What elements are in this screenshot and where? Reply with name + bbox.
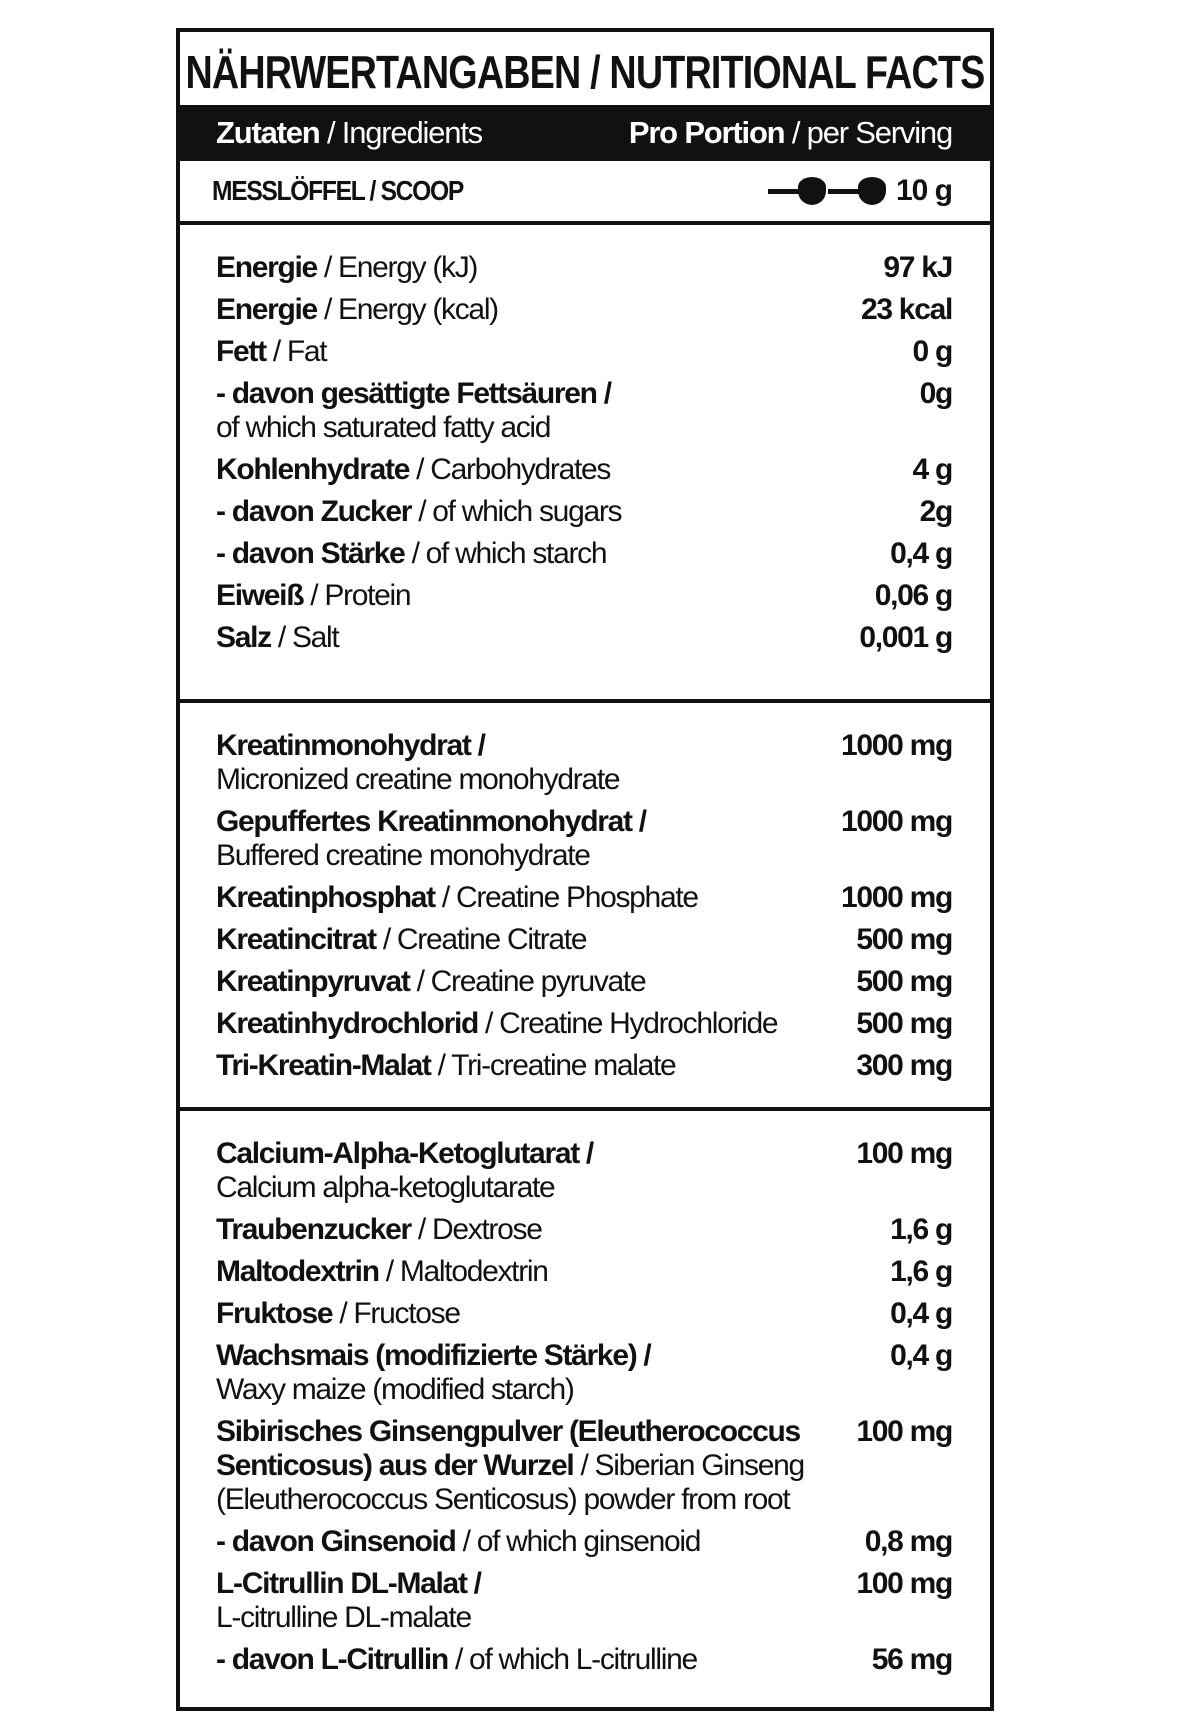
ingredient-name-en: / of which starch [404,537,607,570]
ingredient-name-en: / Tri-creatine malate [430,1049,676,1082]
ingredient-amount: 56 mg [871,1643,952,1676]
ingredient-row [216,923,952,957]
ingredient-row [216,1339,952,1407]
ingredient-name [216,579,875,613]
ingredient-row [216,1643,952,1677]
scoop-label: MESSLÖFFEL / SCOOP [212,175,463,206]
ingredient-name [216,1049,856,1083]
ingredient-row [216,537,952,571]
ingredient-name [216,293,861,327]
ingredient-name-en: / Carbohydrates [409,453,611,486]
ingredient-name-en: / Energy (kcal) [316,293,498,326]
ingredient-name-de: Energie [216,293,317,326]
ingredient-row [216,251,952,285]
ingredient-amount: 500 mg [856,965,952,998]
ingredient-row [216,1049,952,1083]
ingredient-row [216,621,952,655]
ingredient-name-en: / of which L-citrulline [447,1643,697,1676]
nutrition-section [180,225,990,703]
ingredient-name [216,881,841,915]
ingredient-row [216,453,952,487]
ingredient-name-en: / Siberian Ginseng (Eleutherococcus Senticosus) powder from root [216,1449,804,1516]
ingredient-name-de: Fruktose [216,1297,333,1330]
ingredient-amount: 100 mg [856,1137,952,1170]
ingredient-row [216,1297,952,1331]
ingredient-name [216,1415,856,1517]
ingredient-name-en: Calcium alpha-ketoglutarate [216,1171,555,1204]
ingredient-name [216,1137,856,1205]
ingredient-name [216,1213,890,1247]
ingredient-amount: 1,6 g [890,1255,952,1288]
ingredient-name [216,965,856,999]
scoop-value: 10 g [895,174,952,207]
ingredient-name [216,377,920,445]
ingredient-name-en: of which saturated fatty acid [216,411,551,444]
header-per-serving: Pro Portion / per Serving [628,115,952,150]
ingredient-name-de: - davon gesättigte Fettsäuren / [216,377,611,410]
ingredient-name-en: / Maltodextrin [378,1255,548,1288]
ingredient-name-de: Eiweiß [216,579,304,612]
ingredient-name-de: Sibirisches Ginsengpulver (Eleutherococcus Senticosus) aus der Wurzel [216,1415,800,1482]
ingredient-name [216,453,913,487]
ingredient-name-en: / Creatine Hydrochloride [478,1007,778,1040]
ingredient-name [216,1643,872,1677]
ingredient-name-de: - davon Zucker [216,495,412,528]
ingredient-row [216,1213,952,1247]
ingredient-amount: 100 mg [856,1415,952,1448]
ingredient-name-en: / Creatine pyruvate [409,965,646,998]
ingredient-name-en: Waxy maize (modified starch) [216,1373,574,1406]
scoop-amount [768,171,952,211]
ingredient-name-en: / of which sugars [411,495,622,528]
ingredient-amount: 100 mg [856,1567,952,1600]
ingredient-row [216,579,952,613]
ingredient-amount: 1000 mg [841,729,952,762]
ingredient-amount: 1000 mg [841,881,952,914]
ingredient-row [216,377,952,445]
ingredient-amount: 0,06 g [874,579,952,612]
ingredient-name-en: / of which ginsenoid [455,1525,701,1558]
ingredient-name-de: - davon Ginsenoid [216,1525,456,1558]
ingredient-name [216,1007,856,1041]
ingredient-name-de: L-Citrullin DL-Malat / [216,1567,481,1600]
nutrition-label [176,28,994,1711]
ingredient-amount: 0,4 g [890,1297,952,1330]
ingredient-name-en: / Creatine Citrate [375,923,587,956]
ingredient-amount: 23 kcal [861,293,952,326]
ingredient-name-en: Buffered creatine monohydrate [216,839,590,872]
ingredient-name [216,1339,890,1407]
ingredient-name-de: - davon Stärke [216,537,405,570]
ingredient-name-de: Kreatincitrat [216,923,376,956]
header-bar [180,105,990,161]
ingredient-name-de: Kreatinpyruvat [216,965,410,998]
ingredient-name-de: Salz [216,621,271,654]
ingredient-amount: 500 mg [856,923,952,956]
ingredient-row [216,1007,952,1041]
ingredient-name [216,1567,856,1635]
ingredient-name-de: Kohlenhydrate [216,453,410,486]
ingredient-name-en: / Energy (kJ) [316,251,478,284]
ingredient-name-de: Wachsmais (modifizierte Stärke) / [216,1339,651,1372]
ingredient-name [216,1525,865,1559]
ingredient-name-en: / Salt [270,621,339,654]
ingredient-name-en: / Fructose [332,1297,460,1330]
ingredient-row [216,965,952,999]
ingredient-name [216,923,856,957]
ingredient-row [216,495,952,529]
ingredient-name [216,1255,890,1289]
ingredient-amount: 1000 mg [841,805,952,838]
ingredient-amount: 300 mg [856,1049,952,1082]
ingredient-row [216,1525,952,1559]
ingredient-name [216,1297,890,1331]
ingredient-row [216,805,952,873]
ingredient-name-de: Gepuffertes Kreatinmonohydrat / [216,805,646,838]
ingredient-name [216,729,841,797]
ingredient-name-de: Kreatinphosphat [216,881,435,914]
ingredient-amount: 97 kJ [883,251,952,284]
header-ingredients: Zutaten / Ingredients [216,115,482,150]
scoop-row [180,161,990,225]
ingredient-name [216,805,841,873]
ingredient-row [216,1567,952,1635]
ingredient-name-de: Kreatinhydrochlorid [216,1007,478,1040]
ingredient-amount: 0g [919,377,952,410]
ingredient-name [216,537,890,571]
ingredient-name-en: L-citrulline DL-malate [216,1601,471,1634]
ingredient-row [216,881,952,915]
ingredient-amount: 0 g [912,335,952,368]
ingredient-name-de: Tri-Kreatin-Malat [216,1049,431,1082]
ingredient-amount: 500 mg [856,1007,952,1040]
ingredient-name-en: / Creatine Phosphate [434,881,698,914]
ingredient-name-de: Traubenzucker [216,1213,411,1246]
ingredient-name [216,621,859,655]
other-ingredients-section [180,1111,990,1701]
ingredient-name-de: Energie [216,251,317,284]
ingredient-name-en: Micronized creatine monohydrate [216,763,620,796]
ingredient-name [216,335,913,369]
ingredient-amount: 0,4 g [890,537,952,570]
label-title: NÄHRWERTANGABEN / NUTRITIONAL FACTS [185,45,985,98]
creatine-section [180,703,990,1111]
ingredient-name [216,495,920,529]
ingredient-row [216,293,952,327]
ingredient-row [216,1255,952,1289]
ingredient-amount: 0,4 g [890,1339,952,1372]
ingredient-row [216,1137,952,1205]
ingredient-amount: 4 g [912,453,952,486]
ingredient-name-en: / Protein [303,579,411,612]
ingredient-amount: 0,001 g [859,621,952,654]
ingredient-name-de: Fett [216,335,266,368]
ingredient-amount: 0,8 mg [864,1525,952,1558]
ingredient-name [216,251,883,285]
scoop-icon [768,171,890,211]
ingredient-row [216,729,952,797]
ingredient-row [216,335,952,369]
ingredient-name-de: Maltodextrin [216,1255,379,1288]
ingredient-name-en: / Dextrose [410,1213,542,1246]
ingredient-name-de: Kreatinmonohydrat / [216,729,485,762]
ingredient-name-de: Calcium-Alpha-Ketoglutarat / [216,1137,593,1170]
ingredient-amount: 2g [919,495,952,528]
ingredient-row [216,1415,952,1517]
ingredient-name-de: - davon L-Citrullin [216,1643,448,1676]
ingredient-amount: 1,6 g [890,1213,952,1246]
ingredient-name-en: / Fat [265,335,327,368]
